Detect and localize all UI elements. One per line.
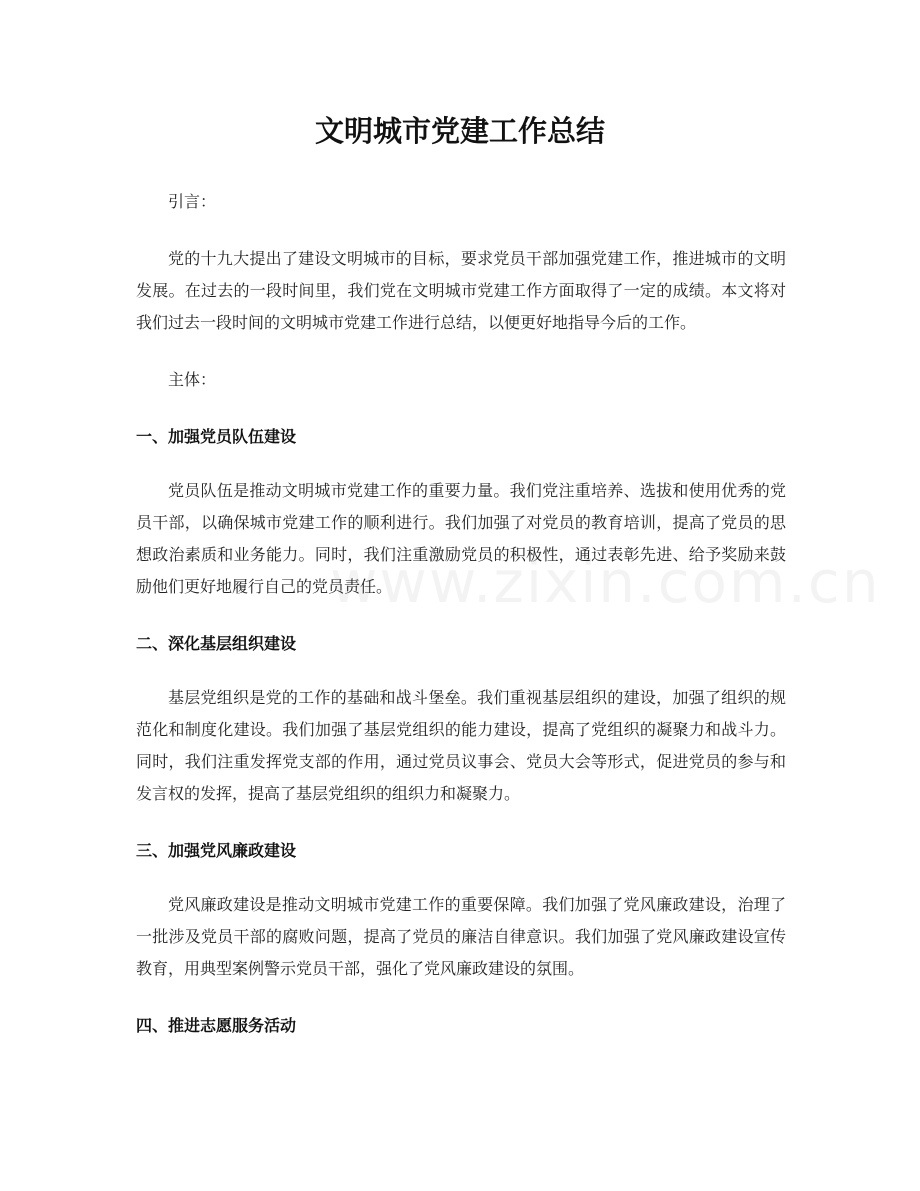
section-paragraph-1: 党员队伍是推动文明城市党建工作的重要力量。我们党注重培养、选拔和使用优秀的党员干部，以确保城市党建工作的顺利进行。我们加强了对党员的教育培训，提高了党员的思想政治素质和业务能力。同时，我们注重激励党员的积极性，通过表彰先进、给予奖励来鼓励他们更好地履行自己的党员责任。 — [136, 481, 786, 596]
section-paragraph-2: 基层党组织是党的工作的基础和战斗堡垒。我们重视基层组织的建设，加强了组织的规范化和制度化建设。我们加强了基层党组织的能力建设，提高了党组织的凝聚力和战斗力。同时，我们注重发挥党支部的作用，通过党员议事会、党员大会等形式，促进党员的参与和发言权的发挥，提高了基层党组织的组织力和凝聚力。 — [136, 688, 786, 803]
main-label: 主体： — [168, 370, 217, 389]
document-body — [136, 186, 786, 1064]
section-heading-4: 四、推进志愿服务活动 — [136, 1016, 297, 1035]
section-paragraph-3: 党风廉政建设是推动文明城市党建工作的重要保障。我们加强了党风廉政建设，治理了一批涉及党员干部的腐败问题，提高了党员的廉洁自律意识。我们加强了党风廉政建设宣传教育，用典型案例警示党员干部，强化了党风廉政建设的氛围。 — [136, 895, 786, 978]
intro-paragraph: 党的十九大提出了建设文明城市的目标，要求党员干部加强党建工作，推进城市的文明发展。在过去的一段时间里，我们党在文明城市党建工作方面取得了一定的成绩。本文将对我们过去一段时间的文明城市党建工作进行总结，以便更好地指导今后的工作。 — [136, 249, 786, 332]
document-title: 文明城市党建工作总结 — [314, 114, 605, 148]
section-heading-3: 三、加强党风廉政建设 — [136, 841, 297, 860]
section-heading-1: 一、加强党员队伍建设 — [136, 427, 297, 446]
section-heading-2: 二、深化基层组织建设 — [136, 634, 297, 653]
intro-label: 引言： — [168, 192, 217, 211]
